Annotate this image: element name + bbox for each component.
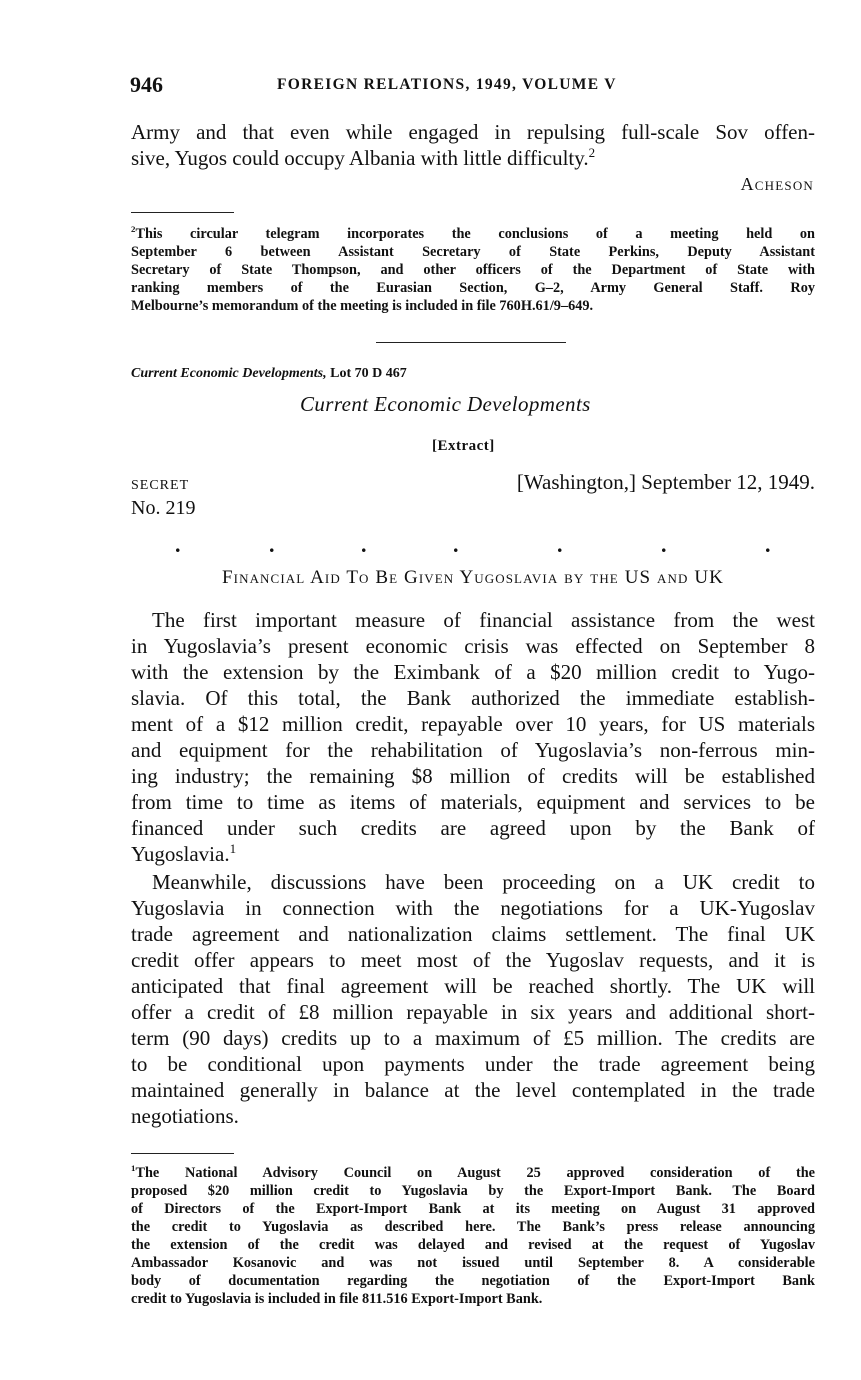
paragraph-1-line: with the extension by the Eximbank of a $20 million credit to Yugo- <box>131 660 815 684</box>
source-lot: Lot 70 D 467 <box>330 366 407 381</box>
paragraph-2-line: maintained generally in balance at the level contemplated in the trade <box>131 1078 815 1102</box>
footnote-1-line: the extension of the credit was delayed and revised at the request of Yugoslav <box>131 1237 815 1253</box>
paragraph-2-line: Meanwhile, discussions have been proceeding on a UK credit to <box>152 870 815 894</box>
paragraph-2-line: anticipated that final agreement will be reached shortly. The UK will <box>131 974 815 998</box>
ellipsis-dot: . <box>765 532 771 557</box>
paragraph-1-line: The first important measure of financial assistance from the west <box>152 608 815 632</box>
classification: SECRET <box>131 478 190 493</box>
paragraph-1-line: in Yugoslavia’s present economic crisis was effected on September 8 <box>131 634 815 658</box>
running-title: FOREIGN RELATIONS, 1949, VOLUME V <box>277 76 617 93</box>
ellipsis-dot: . <box>361 532 367 557</box>
continuation-line-text: sive, Yugos could occupy Albania with little difficulty. <box>131 146 589 170</box>
ellipsis-dot: . <box>557 532 563 557</box>
paragraph-1-line <box>131 841 815 867</box>
footnote-1-line: credit to Yugoslavia is included in file 811.516 Export-Import Bank. <box>131 1291 543 1307</box>
ellipsis-dot: . <box>269 532 275 557</box>
footnote-2-line: Secretary of State Thompson, and other officers of the Department of State with <box>131 262 815 278</box>
ellipsis-dot: . <box>661 532 667 557</box>
footnote-1-line: Ambassador Kosanovic and was not issued until September 8. A considerable <box>131 1255 815 1271</box>
document-number: No. 219 <box>131 497 196 519</box>
footnote-2-line: September 6 between Assistant Secretary of State Perkins, Deputy Assistant <box>131 244 815 260</box>
footnote-2-line: Melbourne’s memorandum of the meeting is included in file 760H.61/9–649. <box>131 298 594 314</box>
section-separator <box>376 342 566 343</box>
footnote-1-text: The National Advisory Council on August 25 approved consideration of the <box>135 1165 815 1181</box>
paragraph-1-line: ing industry; the remaining $8 million of credits will be established <box>131 764 815 788</box>
continuation-line: Army and that even while engaged in repulsing full-scale Sov offen- <box>131 120 815 144</box>
paragraph-2-line: trade agreement and nationalization claims settlement. The final UK <box>131 922 815 946</box>
section-heading: Financial Aid To Be Given Yugoslavia by the US and UK <box>221 567 724 588</box>
source-note <box>131 366 407 382</box>
paragraph-2-line: credit offer appears to meet most of the Yugoslav requests, and it is <box>131 948 815 972</box>
paragraph-2-line: offer a credit of £8 million repayable in six years and additional short- <box>131 1000 815 1024</box>
continuation-line <box>131 145 815 171</box>
footnote-1-line: the credit to Yugoslavia as described here. The Bank’s press release announcing <box>131 1219 815 1235</box>
footnote-1-marker: 1 <box>131 1163 136 1174</box>
extract-label: [Extract] <box>432 438 495 454</box>
paragraph-1-line: financed under such credits are agreed upon by the Bank of <box>131 816 815 840</box>
paragraph-1-last-text: Yugoslavia. <box>131 842 230 866</box>
footnote-2-line <box>131 224 815 242</box>
paragraph-1-line: and equipment for the rehabilitation of Yugoslavia’s non-ferrous min- <box>131 738 815 762</box>
paragraph-1-line: slavia. Of this total, the Bank authorized the immediate establish- <box>131 686 815 710</box>
footnote-rule <box>131 212 234 213</box>
ellipsis-dots <box>131 532 815 556</box>
paragraph-2-line: Yugoslavia in connection with the negotiations for a UK-Yugoslav <box>131 896 815 920</box>
footnote-1-line: of Directors of the Export-Import Bank at its meeting on August 31 approved <box>131 1201 815 1217</box>
footnote-2-text: This circular telegram incorporates the conclusions of a meeting held on <box>135 226 815 242</box>
ellipsis-dot: . <box>453 532 459 557</box>
footnote-ref-2: 2 <box>588 145 596 160</box>
footnote-ref-1: 1 <box>229 841 237 856</box>
paragraph-2-line: negotiations. <box>131 1104 239 1128</box>
paragraph-1-line: ment of a $12 million credit, repayable over 10 years, for US materials <box>131 712 815 736</box>
paragraph-1-line: from time to time as items of materials, equipment and services to be <box>131 790 815 814</box>
footnote-2-marker: 2 <box>131 224 136 235</box>
ellipsis-dot: . <box>175 532 181 557</box>
paragraph-2-line: to be conditional upon payments under the trade agreement being <box>131 1052 815 1076</box>
running-head <box>130 72 815 102</box>
paragraph-2-line: term (90 days) credits up to a maximum of £5 million. The credits are <box>131 1026 815 1050</box>
footnote-1-line <box>131 1163 815 1181</box>
source-title: Current Economic Developments, <box>131 366 327 381</box>
document-title: Current Economic Developments <box>300 392 591 416</box>
place-date: [Washington,] September 12, 1949. <box>516 470 815 494</box>
signature: Acheson <box>740 174 814 194</box>
footnote-1-line: body of documentation regarding the negotiation of the Export-Import Bank <box>131 1273 815 1289</box>
page-number: 946 <box>130 72 163 97</box>
footnote-rule <box>131 1153 234 1154</box>
footnote-2-line: ranking members of the Eurasian Section, G–2, Army General Staff. Roy <box>131 280 815 296</box>
footnote-1-line: proposed $20 million credit to Yugoslavia by the Export-Import Bank. The Board <box>131 1183 815 1199</box>
